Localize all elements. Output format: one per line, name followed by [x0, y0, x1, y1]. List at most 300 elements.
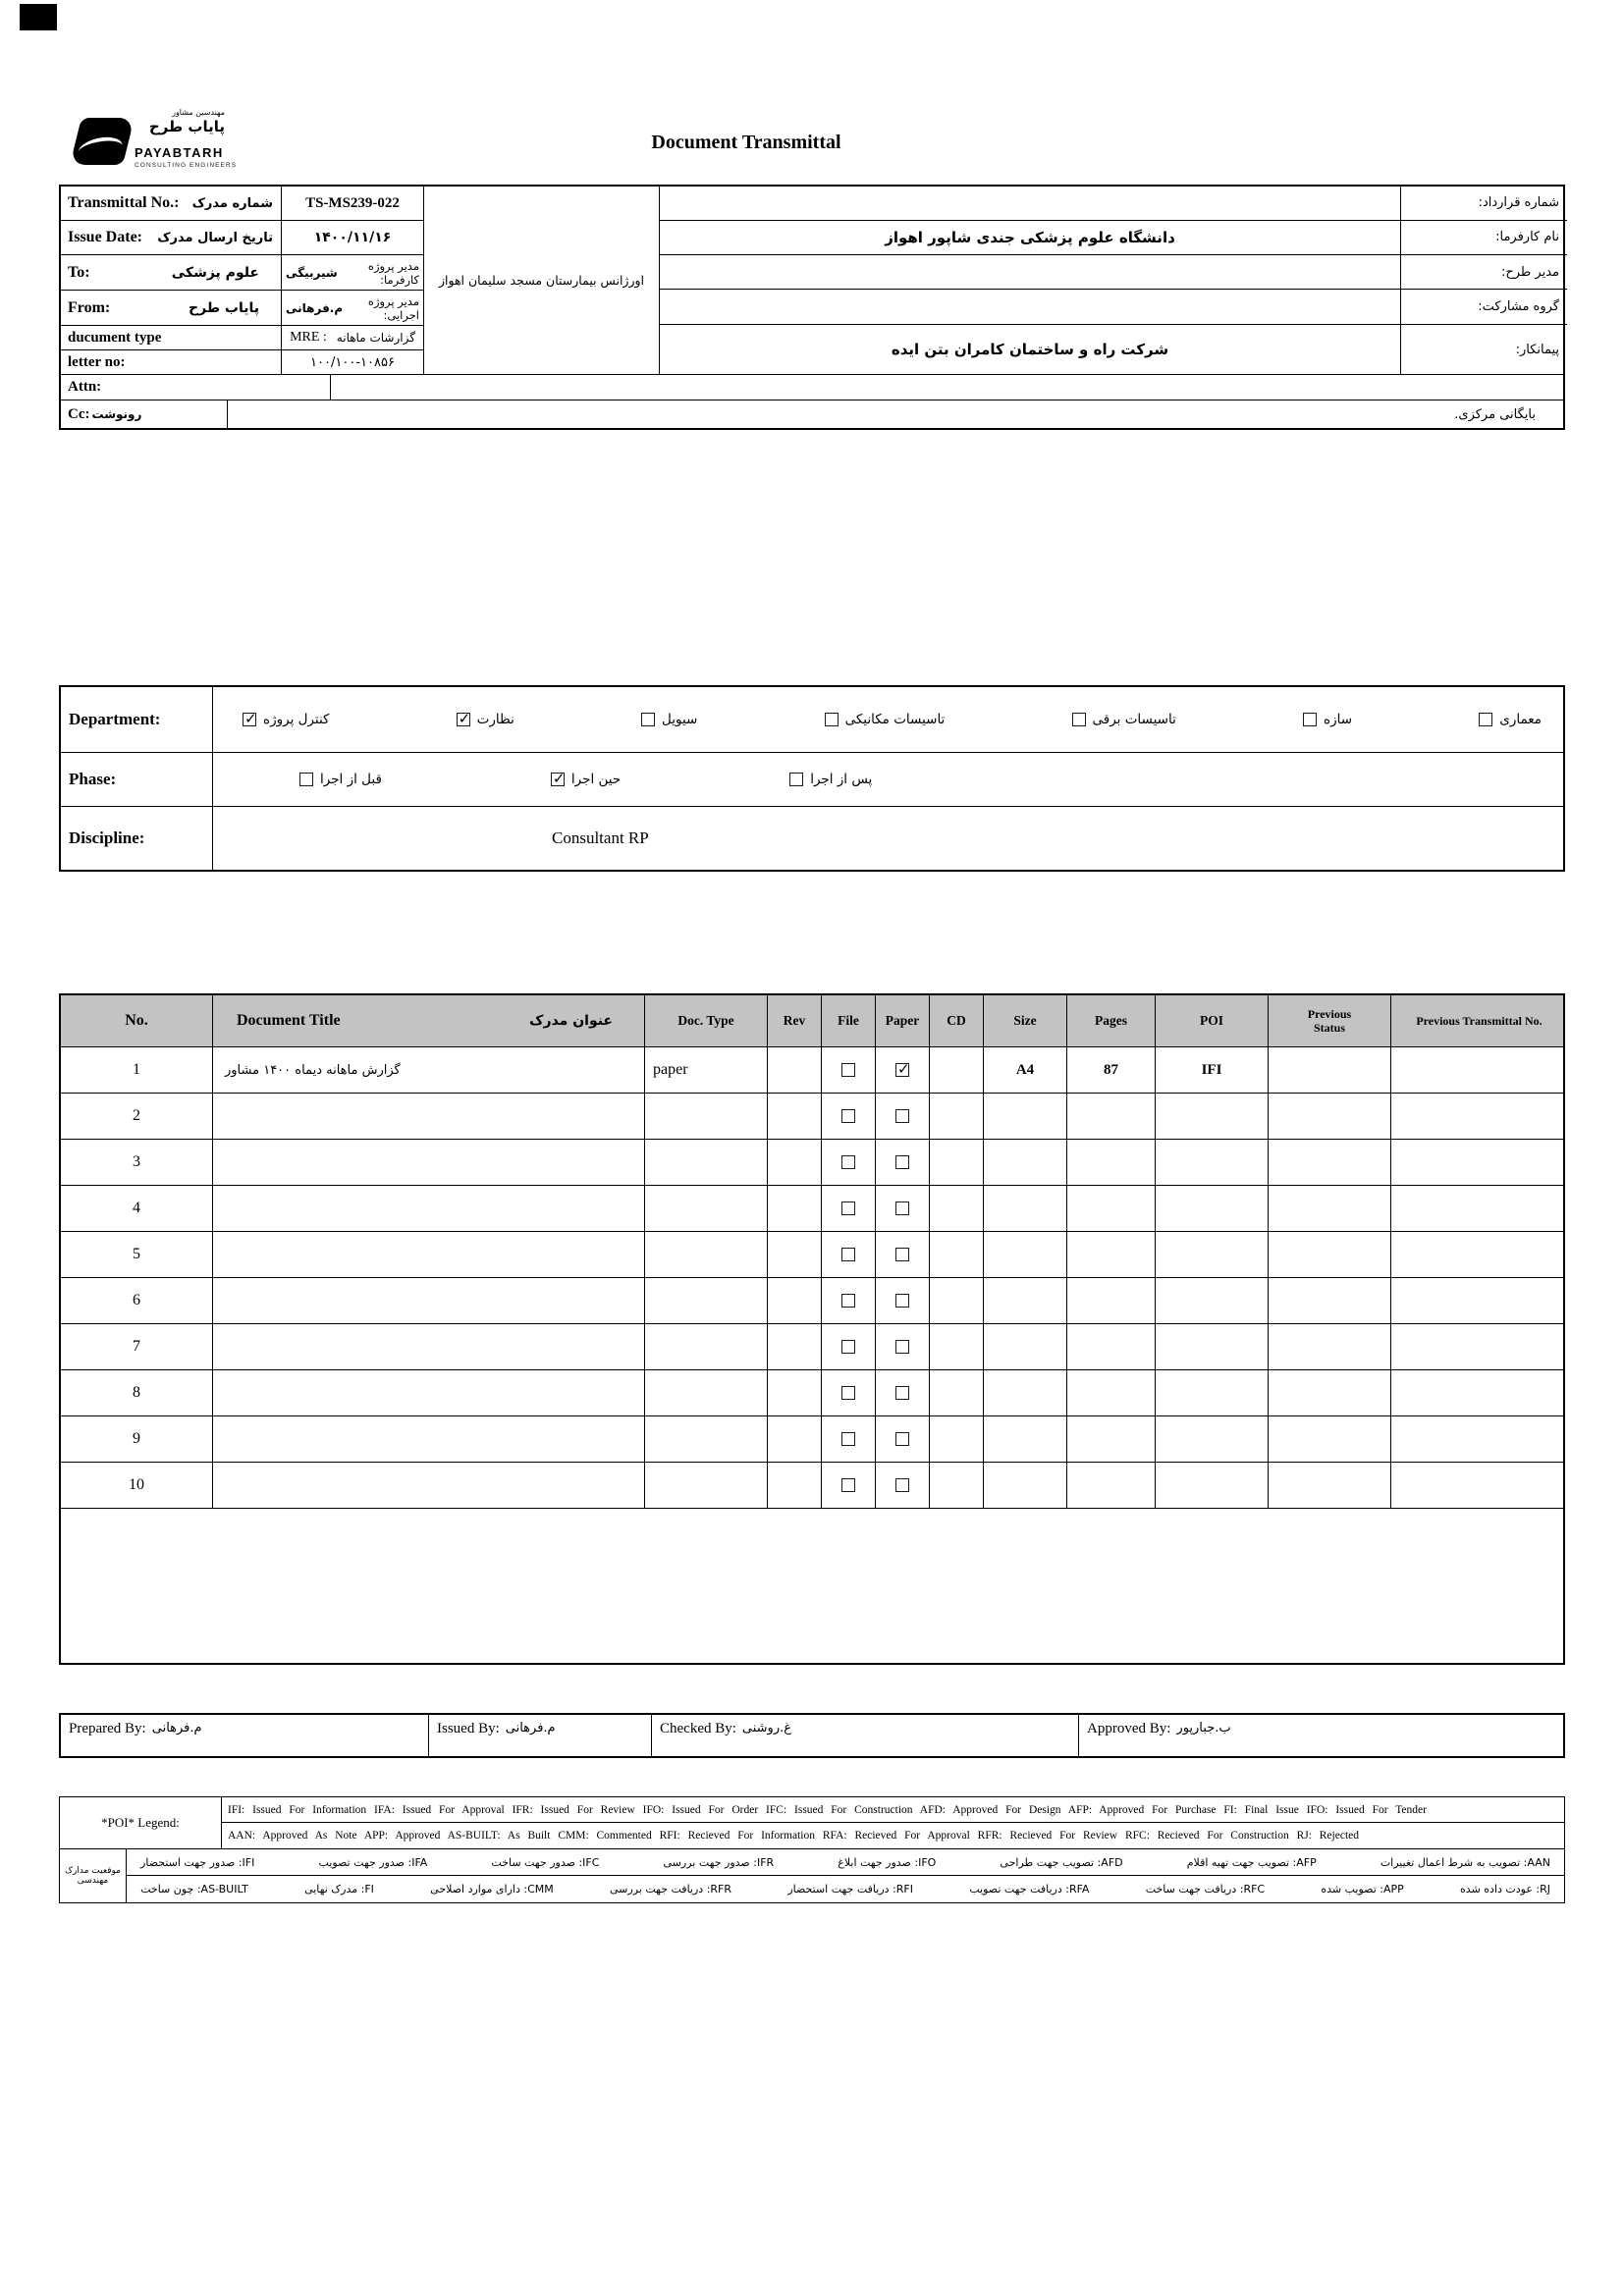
- file-checkbox[interactable]: [841, 1109, 855, 1123]
- cell-pages: 87: [1067, 1047, 1156, 1093]
- phase-option: [789, 772, 872, 787]
- cell-file-checked: [822, 1463, 876, 1508]
- legend-persian-section: [60, 1849, 1564, 1902]
- cell-doc-type: [645, 1463, 768, 1508]
- issue-date-label-en: Issue Date:: [68, 229, 142, 245]
- document-type-label: ducument type: [68, 329, 162, 346]
- scan-corner-mark: [20, 4, 57, 30]
- cell-prev-transmittal: [1391, 1370, 1567, 1415]
- cell-poi: [1156, 1094, 1269, 1139]
- file-checkbox[interactable]: [841, 1155, 855, 1169]
- project-name-cell: [424, 187, 660, 374]
- client-name-row: [660, 221, 1567, 255]
- cell-paper-checked: [876, 1186, 930, 1231]
- cell-size: [984, 1278, 1067, 1323]
- cell-prev-status: [1269, 1140, 1391, 1185]
- legend-english-line-1: IFI: Issued For Information IFA: Issued For Approval IFR: Issued For Review IFO: Issued For Order IFC: Issued For Construction AFD: Approved For Design AFP: Approved For Purchase FI: Final Issue IFO: Issued For Tender: [222, 1797, 1564, 1823]
- payabtarh-logo: [74, 108, 241, 177]
- cell-prev-status: [1269, 1278, 1391, 1323]
- from-row: [61, 291, 424, 326]
- file-checkbox[interactable]: [841, 1432, 855, 1446]
- cell-prev-transmittal: [1391, 1278, 1567, 1323]
- cell-doc-type: [645, 1278, 768, 1323]
- from-value: پایاب طرح: [189, 299, 259, 316]
- cell-paper-checked: [876, 1278, 930, 1323]
- transmittal-no-label-cell: [61, 187, 282, 220]
- document-type-value-cell: [282, 326, 424, 349]
- partnership-label: گروه مشارکت:: [1478, 299, 1559, 315]
- design-manager-label-cell: [1401, 255, 1567, 290]
- cc-label-en: Cc:: [68, 405, 90, 422]
- cell-size: [984, 1140, 1067, 1185]
- logo-mark-icon: [70, 118, 135, 165]
- cell-prev-transmittal: [1391, 1324, 1567, 1369]
- cell-prev-status: [1269, 1463, 1391, 1508]
- letter-no-row: [61, 350, 424, 375]
- cell-poi: [1156, 1324, 1269, 1369]
- cell-poi: [1156, 1463, 1269, 1508]
- cell-size: A4: [984, 1047, 1067, 1093]
- issue-date-label-cell: [61, 221, 282, 254]
- paper-checkbox[interactable]: [895, 1386, 909, 1400]
- file-checkbox[interactable]: [841, 1294, 855, 1308]
- cell-paper-checked: [876, 1463, 930, 1508]
- table-row: [61, 1232, 1563, 1278]
- cell-poi: IFI: [1156, 1047, 1269, 1093]
- cell-size: [984, 1416, 1067, 1462]
- attn-label: Attn:: [68, 379, 102, 395]
- paper-checkbox[interactable]: [895, 1201, 909, 1215]
- cell-title: [213, 1370, 645, 1415]
- header-table: [59, 185, 1565, 430]
- legend-entry: AFP: تصویب جهت تهیه اقلام: [1186, 1855, 1317, 1869]
- cell-cd: [930, 1232, 984, 1277]
- documents-table-header: [61, 995, 1563, 1047]
- contract-no-label-cell: [1401, 187, 1567, 220]
- client-pm-cell: [282, 255, 424, 290]
- cell-prev-transmittal: [1391, 1186, 1567, 1231]
- contract-no-row: [660, 187, 1567, 221]
- cell-cd: [930, 1416, 984, 1462]
- client-name-label: نام کارفرما:: [1495, 230, 1559, 245]
- phase-option-label: قبل از اجرا: [320, 772, 382, 787]
- department-option-checkbox[interactable]: [1479, 713, 1492, 726]
- table-row: [61, 1140, 1563, 1186]
- partnership-value-cell: [660, 290, 1401, 324]
- document-type-label-cell: [61, 326, 282, 349]
- cell-pages: [1067, 1232, 1156, 1277]
- cell-cd: [930, 1370, 984, 1415]
- table-row: [61, 1047, 1563, 1094]
- col-header-file: File: [822, 995, 876, 1046]
- department-row: [61, 687, 1563, 753]
- department-option: [457, 712, 514, 727]
- cell-cd: [930, 1463, 984, 1508]
- logo-subtitle: CONSULTING ENGINEERS: [135, 162, 238, 169]
- cell-file-checked: [822, 1232, 876, 1277]
- cell-prev-status: [1269, 1416, 1391, 1462]
- department-option-checkbox[interactable]: [243, 713, 256, 726]
- cell-rev: [768, 1370, 822, 1415]
- cell-rev: [768, 1278, 822, 1323]
- cc-value: بایگانی مرکزی.: [1454, 406, 1536, 422]
- legend-entry: APP: تصویب شده: [1321, 1883, 1404, 1896]
- document-type-row: [61, 326, 424, 350]
- discipline-row: [61, 807, 1563, 870]
- cell-size: [984, 1186, 1067, 1231]
- cell-size: [984, 1094, 1067, 1139]
- paper-checkbox[interactable]: [895, 1294, 909, 1308]
- issued-by-name: م.فرهانی: [505, 1721, 556, 1735]
- poi-legend-table: [59, 1796, 1565, 1903]
- cell-paper-checked: [876, 1232, 930, 1277]
- discipline-value: Consultant RP: [552, 828, 649, 847]
- approved-by-name: ب.جبارپور: [1176, 1721, 1231, 1735]
- cell-file-checked: [822, 1370, 876, 1415]
- cell-doc-type: [645, 1370, 768, 1415]
- cell-cd: [930, 1278, 984, 1323]
- legend-entry: RFR: دریافت جهت بررسی: [610, 1883, 732, 1896]
- exec-pm-cell: [282, 291, 424, 325]
- issued-by-cell: [429, 1715, 652, 1756]
- cc-label-cell: [61, 400, 228, 428]
- cell-title: [213, 1140, 645, 1185]
- col-header-title: [213, 995, 645, 1046]
- col-header-title-en: Document Title: [237, 1012, 341, 1029]
- contract-no-label: شماره قرارداد:: [1478, 195, 1559, 211]
- legend-entry: AFD: تصویب جهت طراحی: [1000, 1855, 1123, 1869]
- cell-title: [213, 1047, 645, 1093]
- phase-option: [299, 772, 382, 787]
- to-value: علوم پزشکی: [171, 264, 259, 281]
- cell-paper-checked: [876, 1370, 930, 1415]
- table-row: [61, 1324, 1563, 1370]
- cell-poi: [1156, 1370, 1269, 1415]
- col-header-no: No.: [61, 995, 213, 1046]
- legend-entry: IFO: صدور جهت ابلاغ: [838, 1855, 937, 1869]
- cell-doc-type: [645, 1416, 768, 1462]
- design-manager-value-cell: [660, 255, 1401, 290]
- cell-title: [213, 1186, 645, 1231]
- paper-checkbox[interactable]: [895, 1432, 909, 1446]
- cell-size: [984, 1324, 1067, 1369]
- attn-row: [61, 375, 1563, 400]
- documents-table-body: [61, 1047, 1563, 1509]
- page-title: Document Transmittal: [651, 132, 841, 153]
- table-row: [61, 1416, 1563, 1463]
- document-type-code: MRE :: [290, 330, 327, 345]
- cell-file-checked: [822, 1324, 876, 1369]
- department-option-checkbox[interactable]: [641, 713, 655, 726]
- client-pm-label: مدیر پروژه کارفرما:: [367, 258, 419, 287]
- phase-option: [551, 772, 621, 787]
- cell-doc-type: [645, 1094, 768, 1139]
- signatures-row: [59, 1713, 1565, 1758]
- phase-option-checkbox[interactable]: [299, 773, 313, 786]
- table-row: [61, 1186, 1563, 1232]
- cell-no: 9: [61, 1416, 213, 1462]
- contractor-value: شرکت راه و ساختمان کامران بتن ایده: [891, 341, 1169, 359]
- col-header-title-fa: عنوان مدرک: [529, 1013, 613, 1029]
- table-row: [61, 1463, 1563, 1509]
- department-option-checkbox[interactable]: [457, 713, 470, 726]
- table-row: [61, 1094, 1563, 1140]
- file-checkbox[interactable]: [841, 1478, 855, 1492]
- department-option-label: سازه: [1324, 712, 1353, 727]
- cell-file-checked: [822, 1047, 876, 1093]
- phase-label: Phase:: [61, 753, 213, 806]
- file-checkbox[interactable]: [841, 1386, 855, 1400]
- documents-table: [59, 993, 1565, 1665]
- issue-date-value-cell: [282, 221, 424, 254]
- design-manager-label: مدیر طرح:: [1500, 264, 1559, 280]
- design-manager-row: [660, 255, 1567, 291]
- partnership-row: [660, 290, 1567, 325]
- legend-entry: IFA: صدور جهت تصویب: [318, 1855, 428, 1869]
- cell-pages: [1067, 1463, 1156, 1508]
- logo-latin-text: [135, 145, 241, 169]
- cell-prev-status: [1269, 1186, 1391, 1231]
- paper-checkbox[interactable]: [895, 1248, 909, 1261]
- cell-rev: [768, 1186, 822, 1231]
- attn-value-cell: [331, 375, 1563, 400]
- col-header-rev: Rev: [768, 995, 822, 1046]
- cell-prev-transmittal: [1391, 1416, 1567, 1462]
- col-header-cd: CD: [930, 995, 984, 1046]
- documents-table-footer-space: [61, 1509, 1563, 1663]
- cell-file-checked: [822, 1140, 876, 1185]
- cell-doc-type: [645, 1140, 768, 1185]
- cc-label-fa: رونوشت: [91, 407, 142, 421]
- file-checkbox[interactable]: [841, 1201, 855, 1215]
- prepared-by-label: Prepared By:: [69, 1721, 146, 1736]
- cell-no: 5: [61, 1232, 213, 1277]
- legend-entry: RFC: دریافت جهت ساخت: [1145, 1883, 1266, 1896]
- logo-persian-text: [136, 108, 225, 135]
- client-pm-value: شیربیگی: [286, 265, 338, 280]
- cell-title: [213, 1278, 645, 1323]
- contractor-label-cell: [1401, 325, 1567, 374]
- cell-title: [213, 1463, 645, 1508]
- cell-prev-transmittal: [1391, 1047, 1567, 1093]
- file-checkbox[interactable]: [841, 1340, 855, 1354]
- file-checkbox[interactable]: [841, 1063, 855, 1077]
- poi-legend-label: *POI* Legend:: [60, 1797, 222, 1848]
- legend-english-section: [60, 1797, 1564, 1849]
- department-options: [213, 687, 1563, 752]
- legend-entry: CMM: دارای موارد اصلاحی: [430, 1883, 554, 1896]
- partnership-label-cell: [1401, 290, 1567, 324]
- cell-file-checked: [822, 1094, 876, 1139]
- department-option-checkbox[interactable]: [1072, 713, 1086, 726]
- cell-pages: [1067, 1140, 1156, 1185]
- exec-pm-label: مدیر پروژه اجرایی:: [367, 294, 419, 322]
- to-label-cell: [61, 255, 282, 290]
- department-option: [825, 712, 946, 727]
- transmittal-no-label-en: Transmittal No.:: [68, 194, 180, 211]
- checked-by-label: Checked By:: [660, 1721, 736, 1736]
- cell-paper-checked: [876, 1324, 930, 1369]
- file-checkbox[interactable]: [841, 1248, 855, 1261]
- cell-no: 1: [61, 1047, 213, 1093]
- contract-no-value-cell: [660, 187, 1401, 220]
- client-name-value: دانشگاه علوم پزشکی جندی شاپور اهواز: [885, 228, 1175, 246]
- approved-by-label: Approved By:: [1087, 1721, 1171, 1736]
- cell-prev-status: [1269, 1047, 1391, 1093]
- table-row: [61, 1370, 1563, 1416]
- department-option: [1072, 712, 1176, 727]
- department-option-label: تاسیسات مکانیکی: [844, 712, 946, 727]
- cell-rev: [768, 1140, 822, 1185]
- cell-doc-type: paper: [645, 1047, 768, 1093]
- cell-pages: [1067, 1324, 1156, 1369]
- cell-no: 2: [61, 1094, 213, 1139]
- cell-title: [213, 1232, 645, 1277]
- department-label: Department:: [61, 687, 213, 752]
- cell-title: [213, 1324, 645, 1369]
- cc-row: [61, 400, 1563, 428]
- transmittal-no-label-fa: شماره مدرک: [191, 195, 273, 211]
- cell-cd: [930, 1094, 984, 1139]
- cell-poi: [1156, 1416, 1269, 1462]
- issued-by-label: Issued By:: [437, 1721, 500, 1736]
- cell-file-checked: [822, 1186, 876, 1231]
- checked-by-name: غ.روشنی: [741, 1721, 792, 1735]
- document-type-value: گزارشات ماهانه: [336, 331, 415, 345]
- cell-rev: [768, 1232, 822, 1277]
- cell-paper-checked: [876, 1094, 930, 1139]
- transmittal-no-value-cell: [282, 187, 424, 220]
- legend-entry: AAN: تصویب به شرط اعمال تغییرات: [1380, 1855, 1550, 1869]
- cell-file-checked: [822, 1278, 876, 1323]
- logo-name-fa: پایاب طرح: [148, 118, 225, 135]
- logo-name-en: PAYABTARH: [135, 145, 224, 160]
- phase-options: [213, 753, 1563, 806]
- attn-label-cell: [61, 375, 331, 400]
- legend-persian-line-2: [127, 1876, 1564, 1902]
- phase-option-label: حین اجرا: [570, 772, 622, 787]
- cell-cd: [930, 1140, 984, 1185]
- client-name-label-cell: [1401, 221, 1567, 254]
- department-option-checkbox[interactable]: [825, 713, 839, 726]
- prepared-by-name: م.فرهانی: [151, 1721, 202, 1735]
- legend-entry: IFC: صدور جهت ساخت: [491, 1855, 600, 1869]
- cell-doc-type: [645, 1232, 768, 1277]
- cell-rev: [768, 1324, 822, 1369]
- cell-title: [213, 1094, 645, 1139]
- cell-pages: [1067, 1094, 1156, 1139]
- cc-value-cell: [228, 400, 1563, 428]
- cell-paper-checked: [876, 1416, 930, 1462]
- phase-option-label: پس از اجرا: [810, 772, 873, 787]
- cell-prev-transmittal: [1391, 1463, 1567, 1508]
- cell-size: [984, 1370, 1067, 1415]
- department-option: [1479, 712, 1542, 727]
- cell-rev: [768, 1416, 822, 1462]
- letter-no-value-cell: [282, 350, 424, 375]
- contractor-row: [660, 325, 1567, 374]
- legend-persian-line-1: [127, 1849, 1564, 1876]
- cell-size: [984, 1232, 1067, 1277]
- legend-entry: RJ: عودت داده شده: [1460, 1883, 1550, 1896]
- paper-checkbox[interactable]: [895, 1063, 909, 1077]
- client-name-value-cell: [660, 221, 1401, 254]
- cell-poi: [1156, 1232, 1269, 1277]
- col-header-doc-type: Doc. Type: [645, 995, 768, 1046]
- cell-rev: [768, 1047, 822, 1093]
- paper-checkbox[interactable]: [895, 1109, 909, 1123]
- classification-table: [59, 685, 1565, 872]
- header-right-block: [660, 187, 1567, 374]
- cell-cd: [930, 1186, 984, 1231]
- from-label: From:: [68, 298, 111, 316]
- cell-prev-status: [1269, 1370, 1391, 1415]
- prepared-by-cell: [61, 1715, 429, 1756]
- legend-english-line-2: AAN: Approved As Note APP: Approved AS-BUILT: As Built CMM: Commented RFI: Recieved For Information RFA: Recieved For Approval RFR: Recieved For Review RFC: Recieved For Construction RJ: Rejected: [228, 1830, 1360, 1842]
- cell-cd: [930, 1324, 984, 1369]
- legend-persian-rows: [127, 1849, 1564, 1902]
- phase-option-checkbox[interactable]: [789, 773, 803, 786]
- cell-file-checked: [822, 1416, 876, 1462]
- cell-no: 8: [61, 1370, 213, 1415]
- paper-checkbox[interactable]: [895, 1155, 909, 1169]
- transmittal-no-value: TS-MS239-022: [305, 194, 400, 211]
- logo-tagline: مهندسین مشاور: [172, 108, 225, 117]
- phase-option-checkbox[interactable]: [551, 773, 565, 786]
- cell-prev-status: [1269, 1232, 1391, 1277]
- cell-prev-status: [1269, 1094, 1391, 1139]
- department-option: [243, 712, 329, 727]
- cell-no: 10: [61, 1463, 213, 1508]
- letter-no-label: letter no:: [68, 354, 126, 370]
- cell-pages: [1067, 1370, 1156, 1415]
- legend-entry: IFI: صدور جهت استحضار: [140, 1855, 255, 1869]
- paper-checkbox[interactable]: [895, 1478, 909, 1492]
- cell-title: [213, 1416, 645, 1462]
- cell-paper-checked: [876, 1047, 930, 1093]
- department-option-checkbox[interactable]: [1303, 713, 1317, 726]
- cell-prev-transmittal: [1391, 1232, 1567, 1277]
- project-name: اورژانس بیمارستان مسجد سلیمان اهواز: [438, 273, 645, 288]
- cell-pages: [1067, 1278, 1156, 1323]
- transmittal-no-row: [61, 187, 424, 221]
- letter-no-label-cell: [61, 350, 282, 375]
- exec-pm-value: م.فرهانی: [286, 300, 344, 315]
- department-option-label: تاسیسات برقی: [1092, 712, 1176, 727]
- legend-english-rows: [222, 1797, 1564, 1848]
- cell-pages: [1067, 1416, 1156, 1462]
- cell-size: [984, 1463, 1067, 1508]
- cell-rev: [768, 1094, 822, 1139]
- to-row: [61, 255, 424, 291]
- department-option-label: کنترل پروژه: [263, 712, 330, 727]
- paper-checkbox[interactable]: [895, 1340, 909, 1354]
- cell-no: 6: [61, 1278, 213, 1323]
- col-header-previous-transmittal-no: Previous Transmittal No.: [1416, 1013, 1543, 1028]
- col-header-poi: POI: [1156, 995, 1269, 1046]
- approved-by-cell: [1079, 1715, 1567, 1756]
- discipline-label: Discipline:: [61, 807, 213, 870]
- to-label: To:: [68, 263, 90, 281]
- cell-doc-type: [645, 1324, 768, 1369]
- cell-rev: [768, 1463, 822, 1508]
- legend-entry: AS-BUILT: چون ساخت: [140, 1883, 248, 1896]
- cell-poi: [1156, 1140, 1269, 1185]
- contractor-value-cell: [660, 325, 1401, 374]
- cell-prev-transmittal: [1391, 1094, 1567, 1139]
- checked-by-cell: [652, 1715, 1079, 1756]
- phase-row: [61, 753, 1563, 807]
